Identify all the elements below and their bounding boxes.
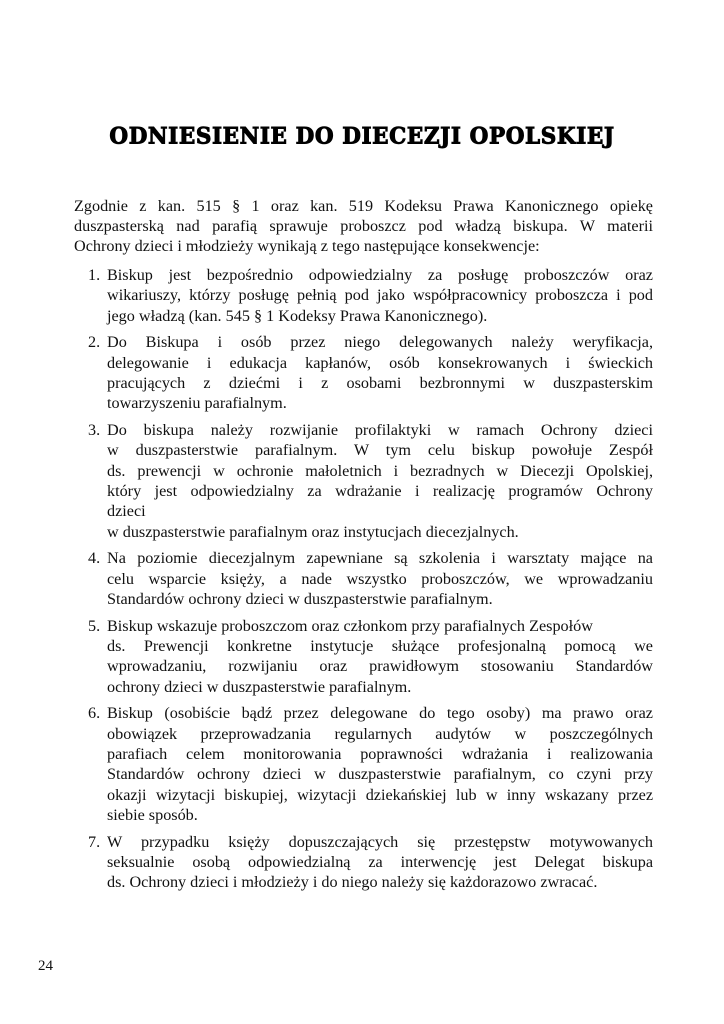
item-line: Biskup jest bezpośrednio odpowiedzialny za posługę proboszczów oraz xyxy=(107,266,653,284)
list-item-6 xyxy=(88,703,653,825)
item-number: 1. xyxy=(88,266,101,284)
item-line: wikariuszy, którzy posługę pełnią pod jako współpracownicy proboszcza i pod xyxy=(107,286,653,305)
item-line: ds. prewencji w ochronie małoletnich i bezradnych w Diecezji Opolskiej, xyxy=(107,461,653,480)
item-line: w duszpasterstwie parafialnym. W tym celu biskup powołuje Zespół xyxy=(107,441,653,460)
page-title: ODNIESIENIE DO DIECEZJI OPOLSKIEJ xyxy=(109,123,615,150)
item-line: pracujących z dziećmi i z osobami bezbronnymi w duszpasterskim xyxy=(107,374,653,393)
list-item-4 xyxy=(88,548,653,609)
item-line: celu wsparcie księży, a nade wszystko proboszczów, we wprowadzaniu xyxy=(107,569,653,588)
list-item-5 xyxy=(88,616,653,698)
item-number: 3. xyxy=(88,420,101,439)
item-number: 6. xyxy=(88,704,101,723)
item-number: 7. xyxy=(88,832,101,851)
item-line: delegowanie i edukacja kapłanów, osób konsekrowanych i świeckich xyxy=(107,353,653,372)
item-line: który jest odpowiedzialny za wdrażanie i realizację programów Ochrony xyxy=(107,482,653,501)
item-line: Standardów ochrony dzieci w duszpasterstwie parafialnym, co czyni przy xyxy=(107,765,653,784)
item-line: Biskup (osobiście bądź przez delegowane do tego osoby) ma prawo oraz xyxy=(107,704,653,723)
list-item-7 xyxy=(88,832,653,893)
item-line: ds. Prewencji konkretne instytucje służące profesjonalną pomocą we xyxy=(107,636,653,655)
list-item-1 xyxy=(88,265,653,326)
page-number: 24 xyxy=(38,958,53,974)
item-line: jego władzą (kan. 545 § 1 Kodeksy Prawa Kanonicznego). xyxy=(107,306,488,325)
item-line: Do biskupa należy rozwijanie profilaktyki w ramach Ochrony dzieci xyxy=(107,420,653,439)
item-line: w duszpasterstwie parafialnym oraz instytucjach diecezjalnych. xyxy=(107,522,519,541)
item-line: ochrony dzieci w duszpasterstwie parafialnym. xyxy=(107,677,412,696)
item-line: seksualnie osobą odpowiedzialną za interwencję jest Delegat biskupa xyxy=(107,852,653,871)
item-line: obowiązek przeprowadzania regularnych audytów w poszczególnych xyxy=(107,724,653,743)
intro-line: Zgodnie z kan. 515 § 1 oraz kan. 519 Kodeksu Prawa Kanonicznego opiekę xyxy=(74,197,653,215)
item-line: Standardów ochrony dzieci w duszpasterstwie parafialnym. xyxy=(107,590,493,609)
item-line: wprowadzaniu, rozwijaniu oraz prawidłowym stosowaniu Standardów xyxy=(107,657,653,676)
item-line: Do Biskupa i osób przez niego delegowanych należy weryfikacja, xyxy=(107,333,653,352)
item-line: towarzyszeniu parafialnym. xyxy=(107,394,287,413)
item-line: ds. Ochrony dzieci i młodzieży i do niego należy się każdorazowo zwracać. xyxy=(107,873,598,892)
item-line: W przypadku księży dopuszczających się przestępstw motywowanych xyxy=(107,832,653,851)
item-number: 4. xyxy=(88,549,101,568)
list-item-3 xyxy=(88,420,653,542)
item-line: siebie sposób. xyxy=(107,806,198,825)
consequences-list xyxy=(88,265,653,899)
item-line: dzieci xyxy=(107,502,146,521)
intro-line: Ochrony dzieci i młodzieży wynikają z tego następujące konsekwencje: xyxy=(74,237,540,256)
item-number: 5. xyxy=(88,616,101,635)
item-number: 2. xyxy=(88,333,101,352)
item-line: okazji wizytacji biskupiej, wizytacji dziekańskiej lub w inny wskazany przez xyxy=(107,785,653,804)
intro-line: duszpasterską nad parafią sprawuje proboszcz pod władzą biskupa. W materii xyxy=(74,217,653,236)
list-item-2 xyxy=(88,332,653,414)
item-line: Na poziomie diecezjalnym zapewniane są szkolenia i warsztaty mające na xyxy=(107,549,653,568)
item-line: parafiach celem monitorowania poprawności wdrażania i realizowania xyxy=(107,744,653,763)
intro-paragraph xyxy=(74,196,653,257)
item-line: Biskup wskazuje proboszczom oraz członkom przy parafialnych Zespołów xyxy=(107,616,593,635)
